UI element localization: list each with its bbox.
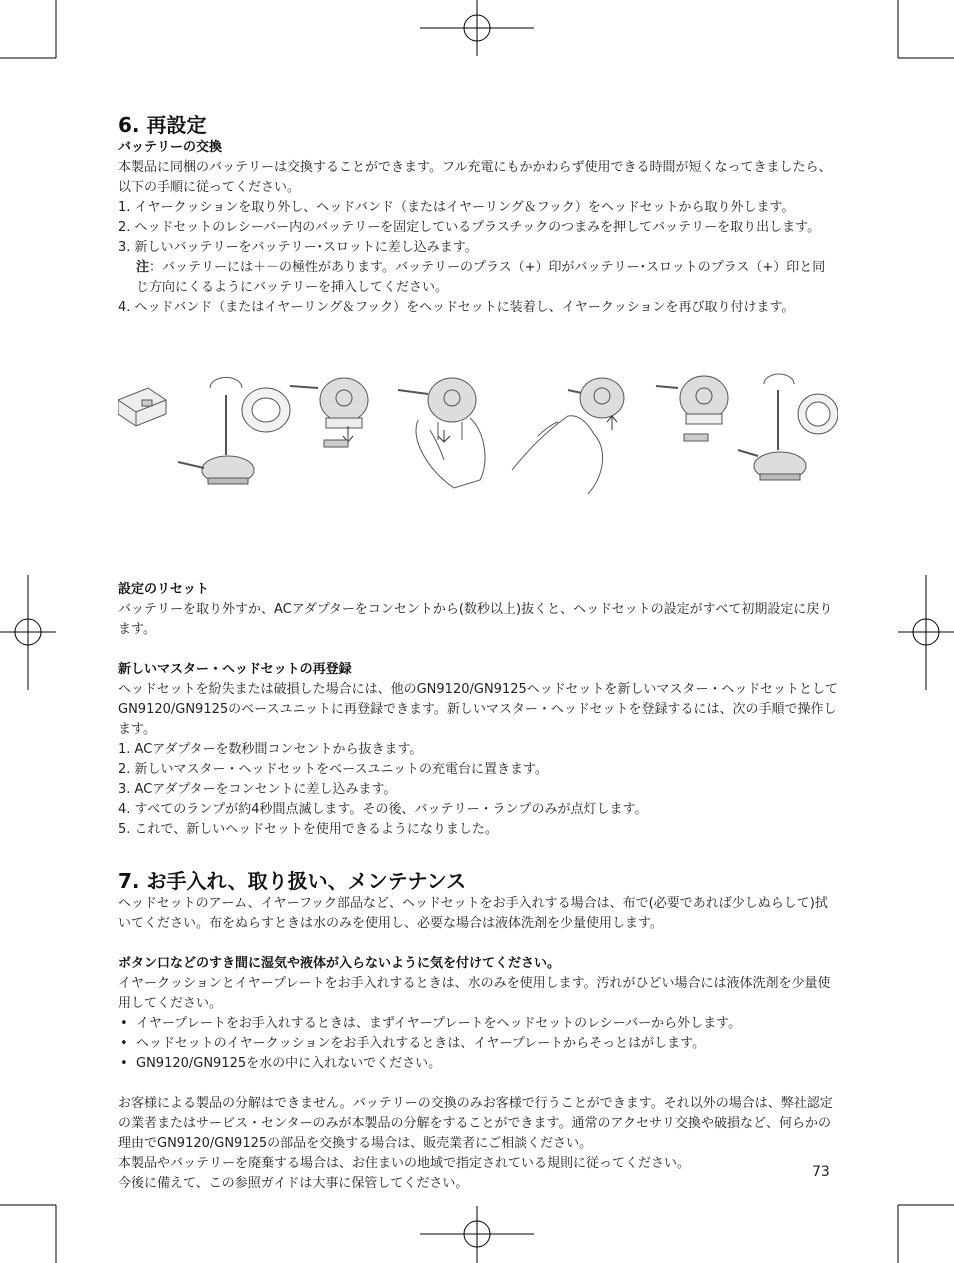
note-text: ：バッテリーには＋－の極性があります。バッテリーのプラス（+）印がバッテリー･スロットのプラス（+）印と同じ方向にくるようにバッテリーを挿入してください。 [136, 260, 826, 295]
battery-pack-drawing [118, 388, 166, 426]
headset-unscrew-drawing [178, 377, 290, 484]
battery-steps [118, 198, 838, 318]
battery-step-1: 1. イヤークッションを取り外し、ヘッドバンド（またはイヤーリング＆フック）をヘッドセットから取り外します。 [118, 200, 795, 215]
master-heading: 新しいマスター・ヘッドセットの再登録 [118, 662, 352, 677]
headset-reassemble-drawing [738, 374, 838, 480]
moisture-warning-heading: ボタン口などのすき間に湿気や液体が入らないように気を付けてください。 [118, 956, 561, 971]
battery-illustration-svg [118, 370, 838, 500]
section-7-title: 7. お手入れ、取り扱い、メンテナンス [118, 869, 467, 893]
page-content [118, 112, 838, 1194]
battery-intro: 本製品に同梱のバッテリーは交換することができます。フル充電にもかかわらず使用できる時間が短くなってきましたら、以下の手順に従ってください。 [118, 160, 832, 195]
care-bullet-3: • GN9120/GN9125を水の中に入れないでください。 [118, 1054, 838, 1074]
closing-disassembly: お客様による製品の分解はできません。バッテリーの交換のみお客様で行うことができます。それ以外の場合は、弊社認定の業者またはサービス・センターのみが本製品の分解をすることができます。通常のアクセサリ交換や破損など、何らかの理由でGN9120/GN9125の部品を交換する場合は、販売業者にご相談ください。 [118, 1096, 833, 1151]
master-step-4: 4. すべてのランプが約4秒間点滅します。その後、バッテリー・ランプのみが点灯します。 [118, 802, 648, 817]
master-step-5: 5. これで、新しいヘッドセットを使用できるようになりました。 [118, 822, 498, 837]
note-label: 注 [136, 260, 150, 275]
headset-close-drawing [656, 376, 728, 441]
page-number: 73 [812, 1164, 830, 1180]
closing-disposal: 本製品やバッテリーを廃棄する場合は、お住まいの地域で指定されている規則に従ってください。 [118, 1156, 691, 1171]
reset-text: バッテリーを取り外すか、ACアダプターをコンセントから(数秒以上)抜くと、ヘッドセットの設定がすべて初期設定に戻ります。 [118, 602, 833, 637]
battery-step-2: 2. ヘッドセットのレシーバー内のバッテリーを固定しているプラスチックのつまみを押してバッテリーを取り出します。 [118, 220, 821, 235]
care-bullet-2: • ヘッドセットのイヤークッションをお手入れするときは、イヤープレートからそっとはがします。 [118, 1034, 838, 1054]
closing-keep-guide: 今後に備えて、この参照ガイドは大事に保管してください。 [118, 1176, 469, 1191]
care-bullet-1: • イヤープレートをお手入れするときは、まずイヤープレートをヘッドセットのレシーバーから外します。 [118, 1014, 838, 1034]
hand-remove-battery-drawing [398, 378, 485, 488]
reset-heading: 設定のリセット [118, 582, 209, 597]
battery-step-4: 4. ヘッドバンド（またはイヤーリング＆フック）をヘッドセットに装着し、イヤークッションを再び取り付けます。 [118, 300, 795, 315]
hand-insert-battery-drawing [512, 378, 624, 494]
master-steps [118, 740, 838, 840]
master-step-3: 3. ACアダプターをコンセントに差し込みます。 [118, 782, 397, 797]
care-intro: ヘッドセットのアーム、イヤーフック部品など、ヘッドセットをお手入れする場合は、布で(必要であれば少しぬらして)拭いてください。布をぬらすときは水のみを使用し、必要な場合は液体洗剤を少量使用します。 [118, 896, 828, 931]
master-step-1: 1. ACアダプターを数秒間コンセントから抜きます。 [118, 742, 423, 757]
cushion-care-text: イヤークッションとイヤープレートをお手入れするときは、水のみを使用します。汚れがひどい場合には液体洗剤を少量使用してください。 [118, 976, 831, 1011]
care-bullets [118, 1014, 838, 1074]
battery-note [118, 258, 838, 298]
section-6-title: 6. 再設定 [118, 113, 207, 137]
master-step-2: 2. 新しいマスター・ヘッドセットをベースユニットの充電台に置きます。 [118, 762, 548, 777]
battery-replacement-illustration [118, 370, 838, 500]
master-intro: ヘッドセットを紛失または破損した場合には、他のGN9120/GN9125ヘッドセットを新しいマスター・ヘッドセットとしてGN9120/GN9125のベースユニットに再登録できます。新しいマスター・ヘッドセットを登録するには、次の手順で操作します。 [118, 682, 838, 737]
battery-step-3: 3. 新しいバッテリーをバッテリー･スロットに差し込みます。 [118, 240, 478, 255]
battery-heading: バッテリーの交換 [118, 140, 223, 155]
headset-open-drawing [290, 378, 368, 447]
